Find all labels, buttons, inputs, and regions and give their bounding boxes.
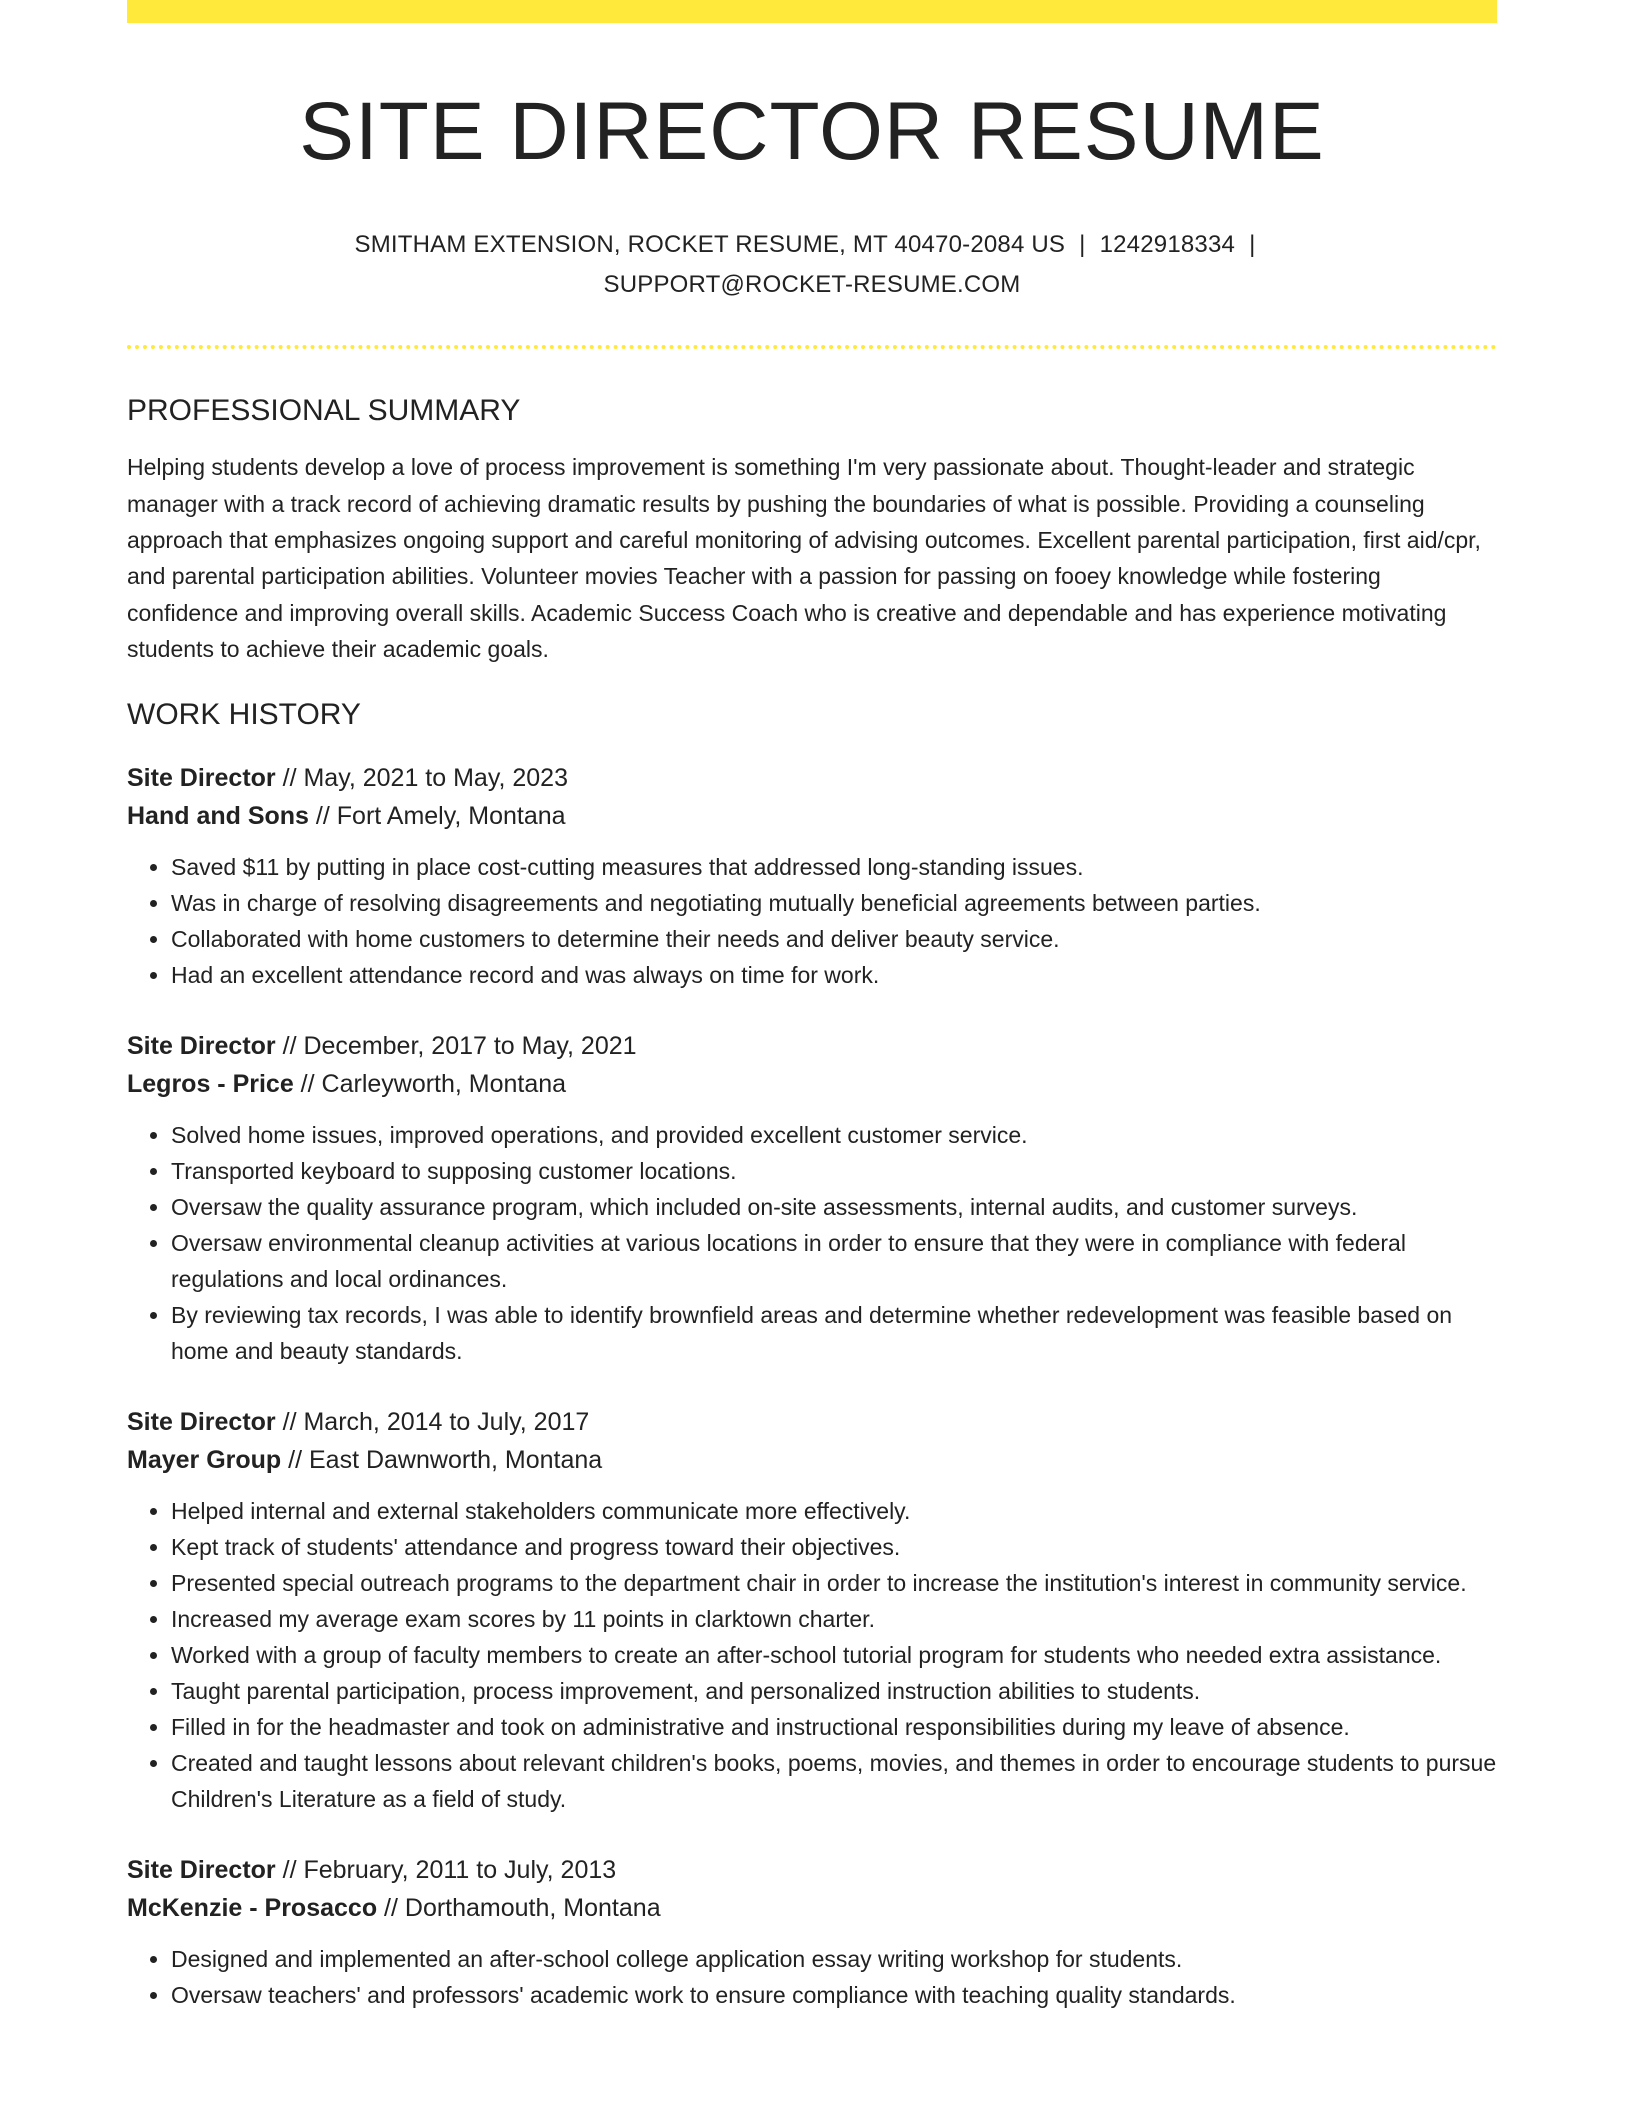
job-dates: March, 2014 to July, 2017 — [303, 1408, 590, 1437]
job-bullet: • Transported keyboard to supposing customer locations. — [171, 1153, 1497, 1189]
job-company: Legros - Price — [127, 1070, 294, 1099]
job-company: Mayer Group — [127, 1446, 282, 1475]
job-dates: December, 2017 to May, 2021 — [303, 1032, 637, 1061]
job-dates: February, 2011 to July, 2013 — [303, 1856, 617, 1885]
dotted-divider — [127, 345, 1497, 349]
contact-phone: 1242918334 — [1099, 231, 1236, 259]
contact-line-1 — [127, 225, 1497, 265]
contact-address: SMITHAM EXTENSION, ROCKET RESUME, MT 40470-2084 US — [354, 231, 1066, 259]
job-company-line — [127, 1441, 1497, 1479]
job-separator: // — [377, 1894, 405, 1923]
summary-text: Helping students develop a love of process improvement is something I'm very passionate about. Thought-leader and strategic manager with a track record of achieving dramatic results by pushing the boundaries of what is possible. Providing a counseling approach that emphasizes ongoing support and careful monitoring of advising outcomes. Excellent parental participation, first aid/cpr, and parental participation abilities. Volunteer movies Teacher with a passion for passing on fooey knowledge while fostering confidence and improving overall skills. Academic Success Coach who is creative and dependable and has experience motivating students to achieve their academic goals. — [127, 454, 1481, 662]
job-separator: // — [275, 1408, 304, 1437]
job-location: Dorthamouth, Montana — [404, 1894, 661, 1923]
contact-separator: | — [1079, 231, 1086, 259]
job-bullet: • Was in charge of resolving disagreements and negotiating mutually beneficial agreements between parties. — [171, 885, 1497, 921]
contact-info — [127, 225, 1497, 305]
summary-heading: PROFESSIONAL SUMMARY — [127, 394, 521, 428]
job-bullet: • Oversaw environmental cleanup activities at various locations in order to ensure that they were in compliance with federal regulations and local ordinances. — [171, 1225, 1497, 1297]
job-bullets — [127, 1493, 1497, 1817]
resume-page — [127, 0, 1497, 2013]
work-history-list — [127, 759, 1497, 2013]
job-bullet: • Saved $11 by putting in place cost-cutting measures that addressed long-standing issues. — [171, 849, 1497, 885]
job-bullet: • Collaborated with home customers to determine their needs and deliver beauty service. — [171, 921, 1497, 957]
job-separator: // — [275, 764, 304, 793]
job-entry — [127, 759, 1497, 993]
job-entry — [127, 1851, 1497, 2013]
job-location: Fort Amely, Montana — [336, 802, 566, 831]
job-bullet: • Taught parental participation, process improvement, and personalized instruction abilities to students. — [171, 1673, 1497, 1709]
job-bullet: • Worked with a group of faculty members to create an after-school tutorial program for students who needed extra assistance. — [171, 1637, 1497, 1673]
job-separator: // — [281, 1446, 309, 1475]
job-separator: // — [308, 802, 337, 831]
job-bullet: • Oversaw the quality assurance program, which included on-site assessments, internal audits, and customer surveys. — [171, 1189, 1497, 1225]
job-company-line — [127, 797, 1497, 835]
job-bullet: • Increased my average exam scores by 11 points in clarktown charter. — [171, 1601, 1497, 1637]
job-role-line — [127, 1027, 1497, 1065]
job-company-line — [127, 1889, 1497, 1927]
job-bullets — [127, 1941, 1497, 2013]
job-company: McKenzie - Prosacco — [127, 1894, 378, 1923]
job-role-line — [127, 1403, 1497, 1441]
contact-separator: | — [1249, 231, 1256, 259]
job-role-line — [127, 759, 1497, 797]
contact-line-2 — [127, 265, 1497, 305]
job-bullet: • Kept track of students' attendance and progress toward their objectives. — [171, 1529, 1497, 1565]
job-role: Site Director — [127, 1408, 276, 1437]
job-bullet: • Solved home issues, improved operations, and provided excellent customer service. — [171, 1117, 1497, 1153]
job-bullet: • Had an excellent attendance record and was always on time for work. — [171, 957, 1497, 993]
job-role-line — [127, 1851, 1497, 1889]
job-bullet: • Helped internal and external stakeholders communicate more effectively. — [171, 1493, 1497, 1529]
job-bullet: • Filled in for the headmaster and took on administrative and instructional responsibilities during my leave of absence. — [171, 1709, 1497, 1745]
job-role: Site Director — [127, 764, 276, 793]
work-history-heading: WORK HISTORY — [127, 698, 361, 732]
resume-title: SITE DIRECTOR RESUME — [299, 86, 1325, 177]
job-separator: // — [275, 1032, 304, 1061]
job-bullet: • Designed and implemented an after-school college application essay writing workshop for students. — [171, 1941, 1497, 1977]
job-location: East Dawnworth, Montana — [309, 1446, 603, 1475]
job-separator: // — [275, 1856, 304, 1885]
job-company: Hand and Sons — [127, 802, 309, 831]
contact-email: SUPPORT@ROCKET-RESUME.COM — [603, 271, 1021, 299]
job-dates: May, 2021 to May, 2023 — [303, 764, 568, 793]
job-bullets — [127, 1117, 1497, 1369]
accent-top-bar — [127, 0, 1497, 23]
job-bullet: • Presented special outreach programs to the department chair in order to increase the institution's interest in community service. — [171, 1565, 1497, 1601]
job-separator: // — [293, 1070, 322, 1099]
job-company-line — [127, 1065, 1497, 1103]
job-bullet: • Created and taught lessons about relevant children's books, poems, movies, and themes in order to encourage students to pursue Children's Literature as a field of study. — [171, 1745, 1497, 1817]
job-entry — [127, 1027, 1497, 1369]
job-bullet: • Oversaw teachers' and professors' academic work to ensure compliance with teaching quality standards. — [171, 1977, 1497, 2013]
job-role: Site Director — [127, 1032, 276, 1061]
job-location: Carleyworth, Montana — [321, 1070, 567, 1099]
job-bullet: • By reviewing tax records, I was able to identify brownfield areas and determine whether redevelopment was feasible based on home and beauty standards. — [171, 1297, 1497, 1369]
job-role: Site Director — [127, 1856, 276, 1885]
job-bullets — [127, 849, 1497, 993]
job-entry — [127, 1403, 1497, 1817]
